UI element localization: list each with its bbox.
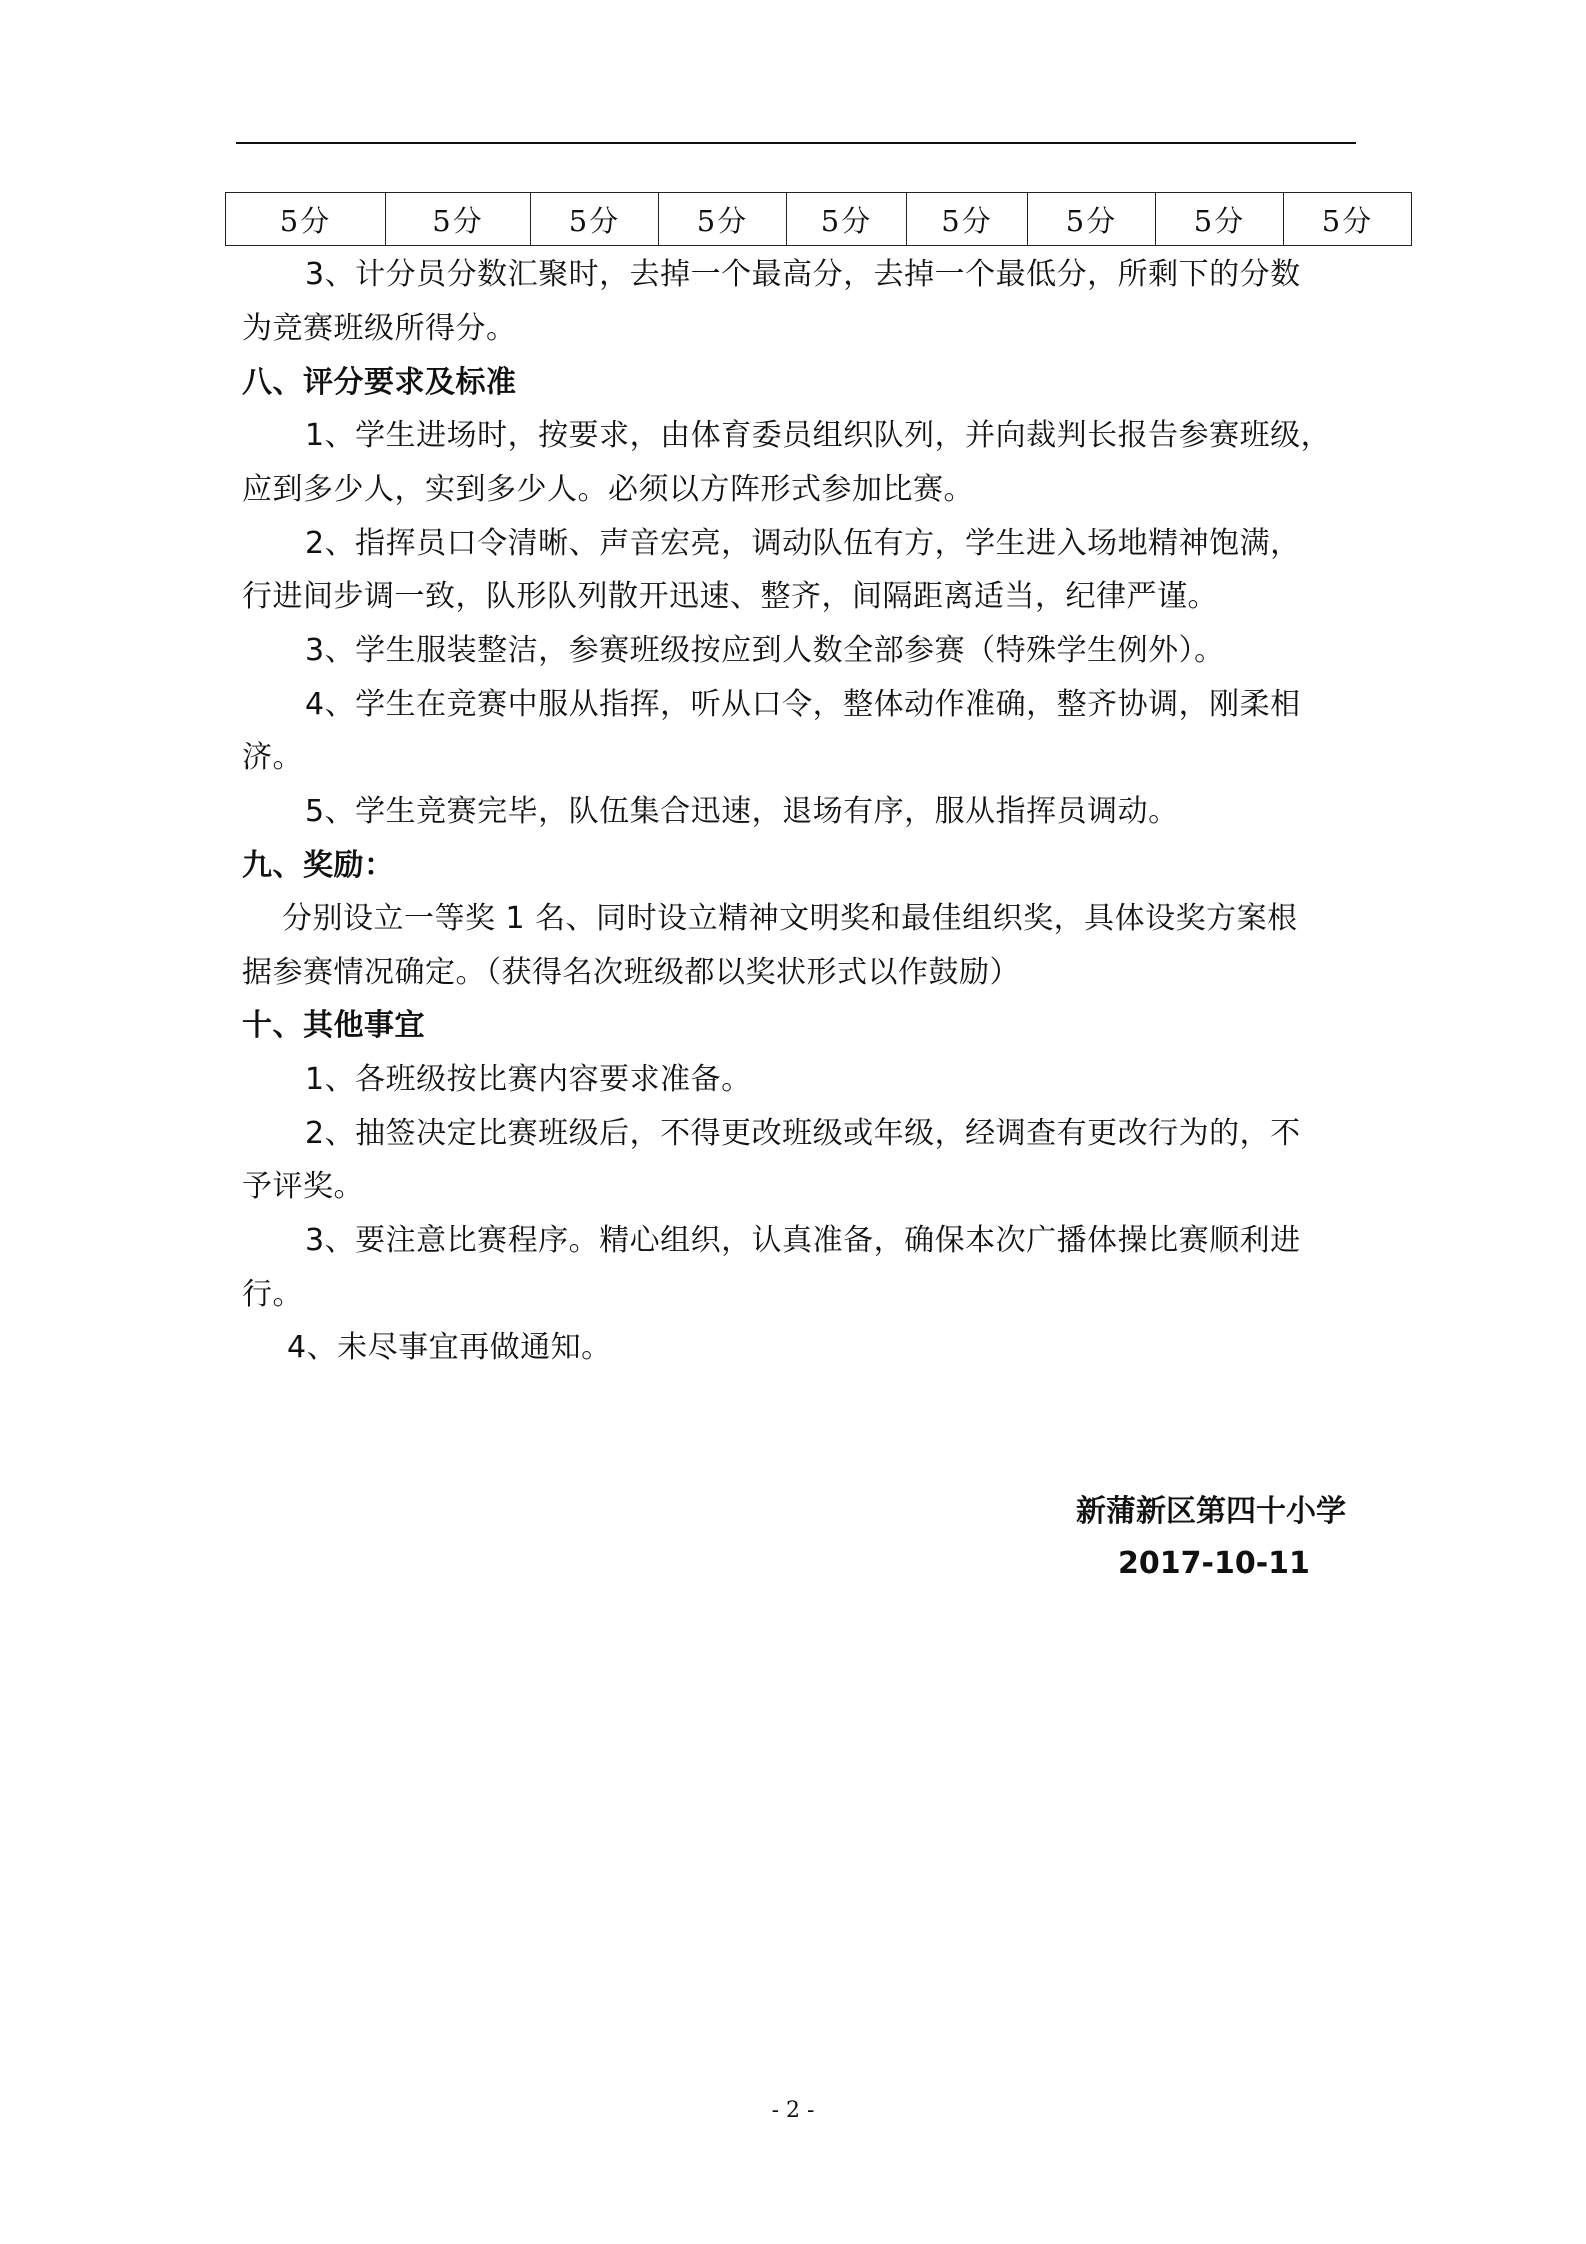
criteria-item-1: 1、学生进场时，按要求，由体育委员组织队列，并向裁判长报告参赛班级， (305, 418, 1332, 453)
header-rule (236, 142, 1356, 144)
other-item-1: 1、各班级按比赛内容要求准备。 (305, 1062, 752, 1097)
section-heading-9: 九、奖励： (242, 848, 395, 883)
score-table (225, 192, 1412, 246)
award-text: 分别设立一等奖 1 名、同时设立精神文明奖和最佳组织奖，具体设奖方案根 (282, 901, 1298, 936)
criteria-item-5: 5、学生竞赛完毕，队伍集合迅速，退场有序，服从指挥员调动。 (305, 794, 1179, 829)
other-item-4: 4、未尽事宜再做通知。 (287, 1330, 612, 1365)
score-cell: 5分 (787, 193, 907, 246)
score-cell: 5分 (907, 193, 1028, 246)
other-item-2: 2、抽签决定比赛班级后，不得更改班级或年级，经调查有更改行为的，不 (305, 1116, 1301, 1151)
other-item-3-cont: 行。 (242, 1277, 303, 1312)
criteria-item-3: 3、学生服装整洁，参赛班级按应到人数全部参赛（特殊学生例外）。 (305, 633, 1225, 668)
score-cell: 5分 (226, 193, 386, 246)
award-text-cont: 据参赛情况确定。（获得名次班级都以奖状形式以作鼓励） (242, 955, 1020, 990)
score-cell: 5分 (659, 193, 787, 246)
criteria-item-4-cont: 济。 (242, 740, 303, 775)
other-item-3: 3、要注意比赛程序。精心组织，认真准备，确保本次广播体操比赛顺利进 (305, 1223, 1301, 1258)
score-cell: 5分 (386, 193, 531, 246)
criteria-item-2-cont: 行进间步调一致，队形队列散开迅速、整齐，间隔距离适当，纪律严谨。 (242, 579, 1218, 614)
score-row (226, 193, 1412, 246)
scoring-rule-3: 3、计分员分数汇聚时，去掉一个最高分，去掉一个最低分，所剩下的分数 (305, 257, 1301, 292)
score-cell: 5分 (1156, 193, 1284, 246)
criteria-item-1-cont: 应到多少人，实到多少人。必须以方阵形式参加比赛。 (242, 472, 974, 507)
section-heading-10: 十、其他事宜 (242, 1008, 425, 1043)
criteria-item-4: 4、学生在竞赛中服从指挥，听从口令，整体动作准确，整齐协调，刚柔相 (305, 687, 1301, 722)
score-cell: 5分 (531, 193, 659, 246)
other-item-2-cont: 予评奖。 (242, 1169, 364, 1204)
scoring-rule-3-cont: 为竞赛班级所得分。 (242, 311, 517, 346)
score-cell: 5分 (1284, 193, 1412, 246)
criteria-item-2: 2、指挥员口令清晰、声音宏亮，调动队伍有方，学生进入场地精神饱满， (305, 526, 1301, 561)
section-heading-8: 八、评分要求及标准 (242, 365, 517, 400)
score-cell: 5分 (1028, 193, 1156, 246)
signature-date: 2017-10-11 (1118, 1546, 1310, 1581)
signature-org: 新蒲新区第四十小学 (1076, 1494, 1346, 1529)
page-number: - 2 - (771, 2098, 815, 2123)
